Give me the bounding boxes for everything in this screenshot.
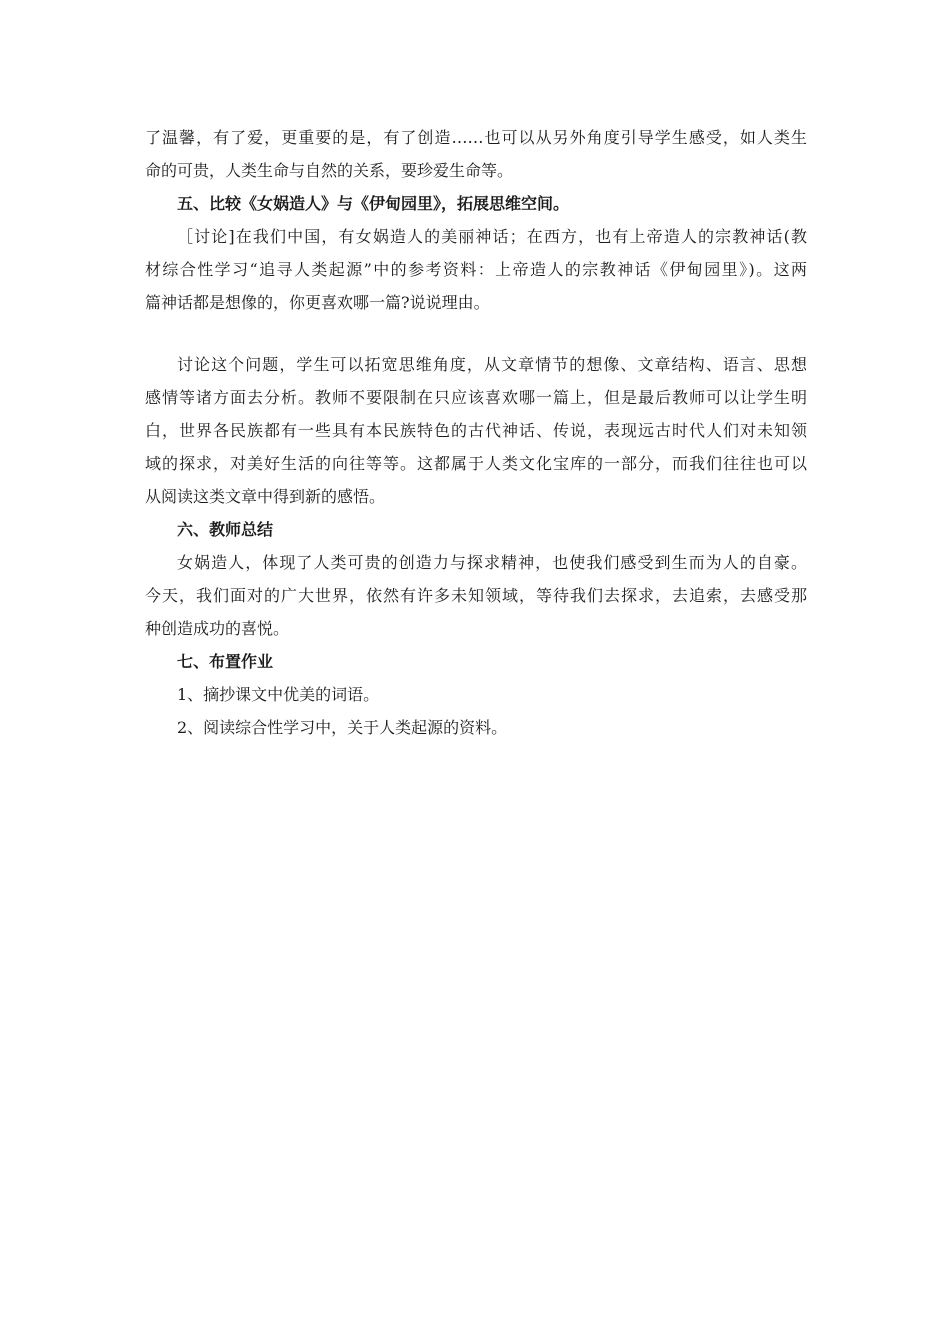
section-heading-6: 六、教师总结: [177, 520, 274, 539]
discussion-paragraph: [145, 220, 807, 319]
text-line: 域的探求，对美好生活的向往等等。这都属于人类文化宝库的一部分，而我们往往也可以: [145, 454, 807, 473]
text-line: 了温馨，有了爱，更重要的是，有了创造……也可以从另外角度引导学生感受，如人类生: [145, 128, 807, 147]
document-page: [145, 121, 807, 744]
section-heading-5: 五、比较《女娲造人》与《伊甸园里》，拓展思维空间。: [177, 194, 570, 213]
section-heading-7: 七、布置作业: [177, 652, 274, 671]
text-line: 感情等诸方面去分析。教师不要限制在只应该喜欢哪一篇上，但是最后教师可以让学生明: [145, 388, 807, 407]
spacer: [145, 319, 807, 348]
list-item: 1、摘抄课文中优美的词语。: [177, 685, 380, 704]
text-line: 从阅读这类文章中得到新的感悟。: [145, 487, 386, 506]
text-line: 讨论这个问题，学生可以拓宽思维角度，从文章情节的想像、文章结构、语言、思想: [177, 355, 807, 374]
analysis-paragraph: [145, 348, 807, 513]
summary-paragraph: [145, 546, 807, 645]
text-line: 种创造成功的喜悦。: [145, 619, 290, 638]
text-line: 材综合性学习“追寻人类起源”中的参考资料：上帝造人的宗教神话《伊甸园里》)。这两: [145, 260, 807, 279]
text-line: 篇神话都是想像的，你更喜欢哪一篇?说说理由。: [145, 293, 490, 312]
list-item: 2、阅读综合性学习中，关于人类起源的资料。: [177, 718, 508, 737]
text-line: 命的可贵，人类生命与自然的关系，要珍爱生命等。: [145, 161, 514, 180]
homework-list: [145, 678, 807, 744]
text-line: 女娲造人，体现了人类可贵的创造力与探求精神，也使我们感受到生而为人的自豪。: [177, 553, 807, 572]
text-line: 今天，我们面对的广大世界，依然有许多未知领域，等待我们去探求，去追索，去感受那: [145, 586, 807, 605]
text-line: ［讨论]在我们中国，有女娲造人的美丽神话；在西方，也有上帝造人的宗教神话(教: [177, 227, 807, 246]
intro-paragraph: [145, 121, 807, 187]
text-line: 白，世界各民族都有一些具有本民族特色的古代神话、传说，表现远古时代人们对未知领: [145, 421, 807, 440]
